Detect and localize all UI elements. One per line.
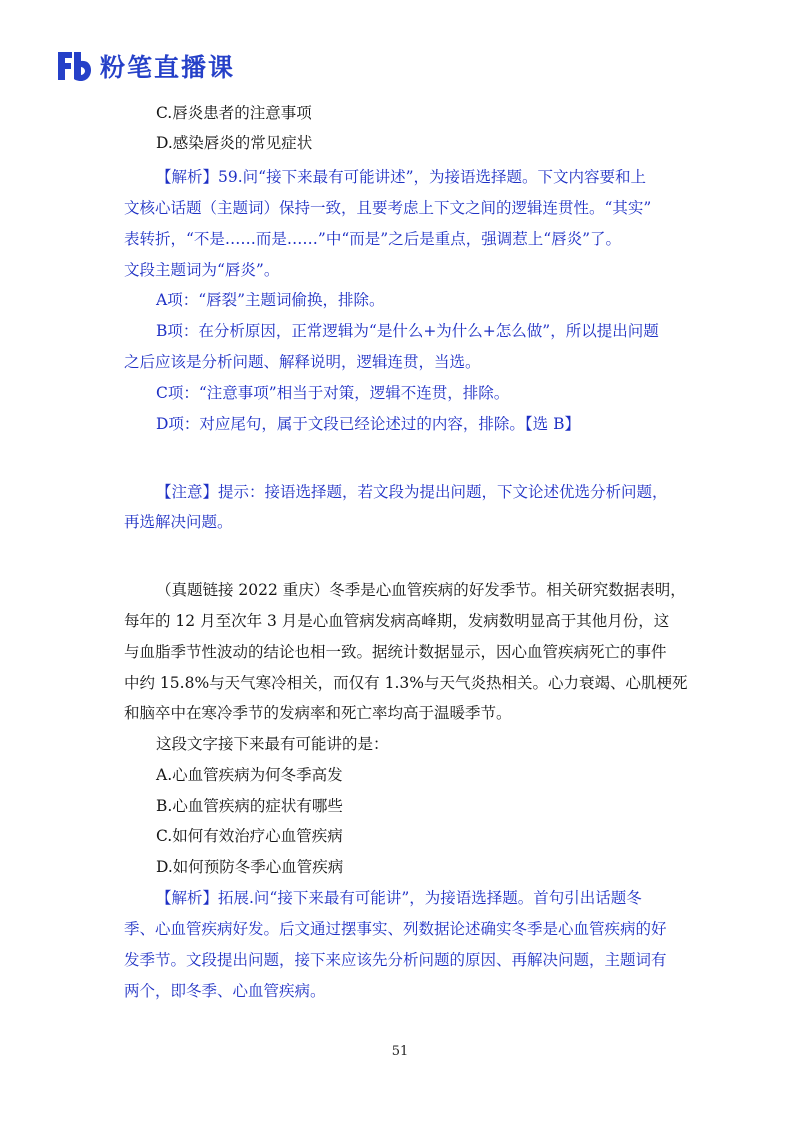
brand-logo [54,46,235,86]
analysis-line: 发季节。文段提出问题，接下来应该先分析问题的原因、再解决问题，主题词有 [124,951,667,969]
note-line: 【注意】提示：接语选择题，若文段为提出问题，下文论述优选分析问题， [156,483,668,501]
option-c-analysis: C项：“注意事项”相当于对策，逻辑不连贯，排除。 [156,384,510,402]
question-stem: 每年的 12 月至次年 3 月是心血管病发病高峰期，发病数明显高于其他月份，这 [124,612,670,630]
brand-name: 粉笔直播课 [100,53,236,82]
analysis-line: 文核心话题（主题词）保持一致，且要考虑上下文之间的逻辑连贯性。“其实” [124,199,652,217]
question-prompt: 这段文字接下来最有可能讲的是： [156,735,389,753]
fb-logo-icon [54,46,92,86]
question-stem: （真题链接 2022 重庆）冬季是心血管疾病的好发季节。相关研究数据表明， [156,581,686,599]
analysis-line: 表转折，“不是……而是……”中“而是”之后是重点，强调惹上“唇炎”了。 [124,230,622,248]
analysis-line: 季、心血管疾病好发。后文通过摆事实、列数据论述确实冬季是心血管疾病的好 [124,920,667,938]
option-a-analysis: A项：“唇裂”主题词偷换，排除。 [156,291,385,309]
analysis-line: 两个，即冬季、心血管疾病。 [124,982,326,1000]
option-d-analysis: D项：对应尾句，属于文段已经论述过的内容，排除。【选 B】 [156,415,580,433]
option-d: D.感染唇炎的常见症状 [156,134,313,152]
option-c: C.唇炎患者的注意事项 [156,104,312,122]
question-stem: 和脑卒中在寒冷季节的发病率和死亡率均高于温暖季节。 [124,704,512,722]
option-d: D.如何预防冬季心血管疾病 [156,858,344,876]
option-b-analysis-cont: 之后应该是分析问题、解释说明，逻辑连贯，当选。 [124,353,481,371]
analysis-line: 【解析】拓展.问“接下来最有可能讲”，为接语选择题。首句引出话题冬 [156,889,642,907]
question-stem: 中约 15.8%与天气寒冷相关，而仅有 1.3%与天气炎热相关。心力衰竭、心肌梗死 [124,674,688,692]
analysis-line: 文段主题词为“唇炎”。 [124,261,280,279]
option-c: C.如何有效治疗心血管疾病 [156,827,343,845]
option-b-analysis: B项：在分析原因，正常逻辑为“是什么+为什么+怎么做”，所以提出问题 [156,322,659,340]
option-a: A.心血管疾病为何冬季高发 [156,766,343,784]
page-number: 51 [391,1044,409,1059]
note-line: 再选解决问题。 [124,513,233,531]
question-stem: 与血脂季节性波动的结论也相一致。据统计数据显示，因心血管疾病死亡的事件 [124,643,667,661]
analysis-line: 【解析】59.问“接下来最有可能讲述”，为接语选择题。下文内容要和上 [156,168,647,186]
option-b: B.心血管疾病的症状有哪些 [156,797,343,815]
